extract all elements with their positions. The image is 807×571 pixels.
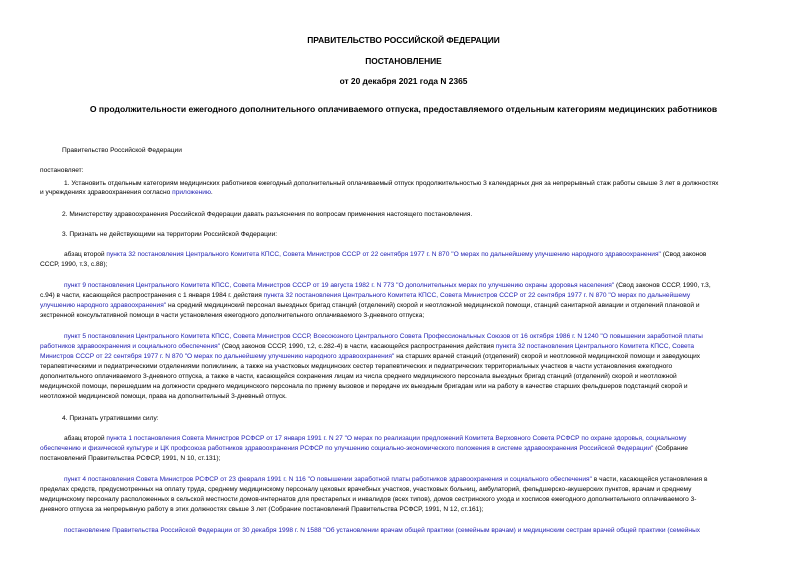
- item-4b-line4: дневного отпуска за непрерывную работу в этих должностях свыше 3 лет (Собрание постановлений Правительства РСФСР, 1991, N 12, ст.161);: [40, 506, 484, 513]
- item-3a-link[interactable]: пункта 32 постановления Центрального Комитета КПСС, Совета Министров СССР от 22 сентября 1977 г. N 870 "О мерах по дальнейшему улучшению народного здравоохранения": [106, 251, 661, 258]
- item-3b-line1: [64, 281, 800, 291]
- item-3c-link2[interactable]: работников здравоохранения и социального обеспечения": [40, 343, 221, 350]
- item-4b-line1: [64, 475, 800, 485]
- item-4: 4. Признать утратившими силу:: [62, 415, 159, 422]
- item-4c-line1[interactable]: постановление Правительства Российской Федерации от 30 декабря 1998 г. N 1588 "Об установлении врачам общей практики (семейным врачам) и медицинским сестрам врачей общей практики (семейных: [64, 527, 701, 534]
- item-3a-pre: абзац второй: [64, 251, 107, 258]
- item-3c-line3: [40, 352, 800, 362]
- header-date-number: от 20 декабря 2021 года N 2365: [339, 76, 468, 86]
- item-3b-line4: экстренной консультативной помощи в части установления ежегодного дополнительного оплачиваемого 3-дневного отпуска;: [40, 312, 425, 319]
- item-4b-link1[interactable]: пункт 4 постановления Совета Министров РСФСР от 23 февраля 1991 г. N 116 "О повышении заработной платы работников здравоохранения и социального обеспечения": [64, 476, 592, 483]
- item-3b-link2[interactable]: пункта 32 постановления Центрального Комитета КПСС, Совета Министров СССР от 22 сентября 1977 г. N 870 "О мерах по дальнейшему: [263, 292, 691, 299]
- page-title: О продолжительности ежегодного дополнительного оплачиваемого отпуска, предоставляемого отдельным категориям медицинских работников: [89, 104, 718, 114]
- item-4a-line2: [40, 444, 800, 454]
- item-4a-line1: [64, 434, 800, 444]
- item-3c-link2b[interactable]: пункта 32 постановления Центрального Комитета КПСС, Совета: [495, 343, 695, 350]
- item-3c-line5: дополнительного оплачиваемого 3-дневного отпуска, а также в части, касающейся сохранения лицам из числа среднего медицинского персонала выездных бригад станций (отделений) скорой и неотложной: [40, 373, 677, 380]
- item-4b-text1: в части, касающейся установления в: [591, 476, 708, 483]
- header-government: ПРАВИТЕЛЬСТВО РОССИЙСКОЙ ФЕДЕРАЦИИ: [307, 35, 500, 45]
- item-1-line2: [40, 188, 800, 198]
- item-1-end: .: [210, 189, 213, 196]
- item-4b-line2: пределах средств, предусмотренных на оплату труда, среднему медицинскому персоналу цеховых врачебных участков, участковых больниц, амбулаторий, фельдшерско-акушерских пунктов, врачам и среднему: [40, 486, 692, 493]
- item-3c-link3[interactable]: Министров СССР от 22 сентября 1977 г. N 870 "О мерах по дальнейшему улучшению народного здравоохранения": [40, 353, 395, 360]
- item-3b-link3[interactable]: улучшению народного здравоохранения": [40, 302, 167, 309]
- header-doc-type: ПОСТАНОВЛЕНИЕ: [365, 56, 442, 66]
- item-3c-line7: неотложной медицинской помощи, права на дополнительный 3-дневный отпуск.: [40, 393, 287, 400]
- item-2: 2. Министерству здравоохранения Российской Федерации давать разъяснения по вопросам применения настоящего постановления.: [62, 211, 473, 218]
- item-3a-line2: СССР, 1990, т.3, с.88);: [40, 261, 108, 268]
- item-4a-text2: (Собрание: [653, 445, 688, 452]
- item-3c-line6: медицинской помощи, перешедшим на должности среднего медицинского персонала по приему вызовов и передаче их выездным бригадам или на работу в качестве старших фельдшеров подстанций скорой и: [40, 383, 688, 390]
- item-3: 3. Признать не действующими на территории Российской Федерации:: [62, 231, 278, 238]
- item-1-text: и учреждениях здравоохранения согласно: [40, 189, 173, 196]
- item-3c-text3: на старших врачей станций (отделений) скорой и неотложной медицинской помощи и заведующих: [394, 353, 701, 360]
- item-4a-pre: абзац второй: [64, 435, 107, 442]
- item-3a-post: (Свод законов: [660, 251, 707, 258]
- item-3b-text1: (Свод законов СССР, 1990, т.3,: [614, 282, 711, 289]
- item-1: 1. Установить отдельным категориям медицинских работников ежегодный дополнительный оплачиваемый отпуск продолжительностью 3 календарных дня за непрерывный стаж работы свыше 3 лет в должностях: [64, 180, 719, 187]
- item-4a-link1[interactable]: пункта 1 постановления Совета Министров РСФСР от 17 января 1991 г. N 27 "О мерах по реализации предложений Комитета Верховного Совета РСФСР по охране здоровья, социальному: [106, 435, 687, 442]
- item-3a-line1: [64, 250, 800, 260]
- item-4a-link2[interactable]: обеспечению и физической культуре и ЦК профсоюза работников здравоохранения РСФСР по улучшению социально-экономического положения в системе здравоохранения Российской Федерации": [40, 445, 654, 452]
- item-4b-line3: медицинскому персоналу расположенных в сельской местности домов-интернатов для престарелых и инвалидов (всех типов), домов сестринского ухода и хосписов ежегодного дополнительного оплачиваемого 3-: [40, 496, 697, 503]
- intro-text: Правительство Российской Федерации: [62, 147, 182, 154]
- appendix-link[interactable]: приложению: [172, 189, 211, 196]
- item-3b-text3: на средний медицинский персонал выездных бригад станций (отделений) скорой и неотложной медицинской помощи, станций санитарной авиации и отделений плановой и: [166, 302, 700, 309]
- item-3b-line3: [40, 301, 800, 311]
- item-4a-line3: постановлений Правительства РСФСР, 1991, N 10, ст.131);: [40, 455, 221, 462]
- decrees-text: постановляет:: [40, 167, 84, 174]
- item-3b-link1[interactable]: пункт 9 постановления Центрального Комитета КПСС, Совета Министров СССР от 19 августа 1982 г. N 773 "О дополнительных мерах по улучшению охраны здоровья населения": [64, 282, 615, 289]
- item-3b-line2: [40, 291, 800, 301]
- item-3c-line4: терапевтическими и педиатрическими отделениями поликлиник, а также на участковых медицинских сестер терапевтических и педиатрических территориальных участков в части установления ежегодного: [40, 363, 673, 370]
- item-3c-line1[interactable]: пункт 5 постановления Центрального Комитета КПСС, Совета Министров СССР, Всесоюзного Центрального Совета Профессиональных Союзов от 16 октября 1986 г. N 1240 "О повышении заработной платы: [64, 333, 703, 340]
- item-3c-line2: [40, 342, 800, 352]
- item-3c-text2: (Свод законов СССР, 1990, т.2, с.282-4) в части, касающейся распространения действия: [220, 343, 496, 350]
- item-3b-text2: с.94) в части, касающейся распространения с 1 января 1984 г. действия: [40, 292, 264, 299]
